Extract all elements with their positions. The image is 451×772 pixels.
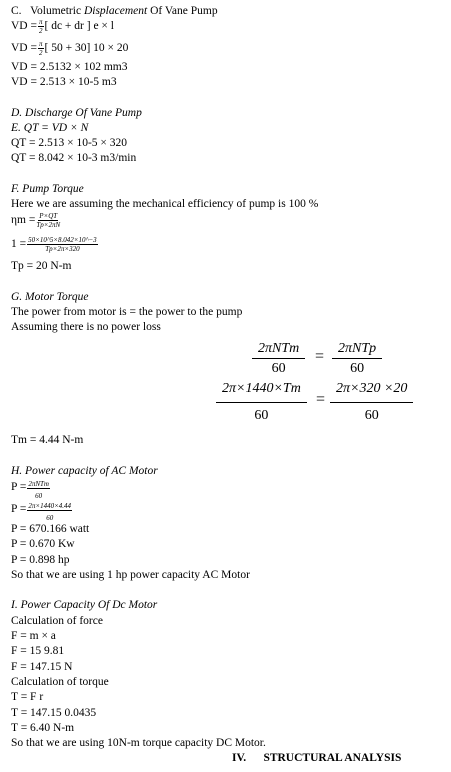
- fraction-denominator: 60: [35, 492, 43, 500]
- fraction-numerator: 2π×320 ×20: [330, 380, 413, 403]
- equation-line: Tp = 20 N-m: [11, 260, 72, 272]
- fraction-denominator: 60: [46, 514, 54, 522]
- equation-line: P = 670.166 watt: [11, 523, 90, 535]
- section-h-heading: H. Power capacity of AC Motor: [11, 465, 158, 477]
- paragraph-line: Calculation of force: [11, 615, 103, 627]
- equation-line: VD = 2.5132 × 102 mm3: [11, 61, 128, 73]
- section-letter: C.: [11, 5, 22, 17]
- eq-lhs: P =: [11, 503, 27, 515]
- motor-power-fraction: [252, 340, 305, 379]
- eq-rhs: [ dc + dr ] e × l: [44, 20, 114, 33]
- fraction: [27, 236, 98, 253]
- section-g-heading: G. Motor Torque: [11, 291, 89, 303]
- equation-line: QT = 8.042 × 10-3 m3/min: [11, 152, 137, 164]
- fraction-numerator: 2πNTp: [332, 340, 382, 359]
- fraction: [36, 212, 60, 229]
- paragraph-line: Calculation of torque: [11, 676, 109, 688]
- fraction-denominator: 60: [350, 361, 365, 376]
- equation-line: T = F r: [11, 691, 44, 703]
- eq-lhs: VD =: [11, 42, 37, 55]
- equation-line: T = 6.40 N-m: [11, 722, 75, 734]
- equation-line: T = 147.15 0.0435: [11, 707, 97, 719]
- paragraph-line: Assuming there is no power loss: [11, 321, 161, 333]
- equals-sign: =: [315, 348, 325, 365]
- section-number: IV.: [232, 752, 247, 764]
- fraction-numerator: 2π×1440×Tm: [216, 380, 307, 403]
- fraction-denominator: 2: [38, 27, 43, 35]
- fraction-numerator: 2πNTm: [28, 480, 49, 488]
- section-f-heading: F. Pump Torque: [11, 183, 84, 195]
- equation-line: P = 0.670 Kw: [11, 538, 75, 550]
- heading-part: Volumetric: [30, 5, 82, 17]
- section-c-heading: [11, 4, 218, 18]
- section-i-heading: I. Power Capacity Of Dc Motor: [11, 599, 158, 611]
- paragraph-line: So that we are using 10N-m torque capacity DC Motor.: [11, 737, 266, 749]
- equation-line: VD = 2.513 × 10-5 m3: [11, 76, 117, 88]
- equation-line: F = 15 9.81: [11, 645, 65, 657]
- section-title: STRUCTURAL ANALYSIS: [263, 752, 402, 764]
- eq-rhs: [ 50 + 30] 10 × 20: [44, 42, 129, 55]
- fraction: [38, 40, 44, 57]
- paragraph-line: The power from motor is = the power to the pump: [11, 306, 243, 318]
- heading-part: Of Vane Pump: [150, 5, 218, 17]
- fraction-denominator: Tp×2π×320: [45, 245, 80, 253]
- equation-line: P = 0.898 hp: [11, 554, 70, 566]
- equation-line: F = 147.15 N: [11, 661, 73, 673]
- paragraph-line: So that we are using 1 hp power capacity AC Motor: [11, 569, 250, 581]
- eq-lhs: P =: [11, 481, 27, 493]
- section-iv-heading: [232, 751, 401, 765]
- equation-line: [11, 502, 73, 522]
- fraction-numerator: P×QT: [39, 212, 58, 220]
- fraction-denominator: Tp×2πN: [36, 221, 61, 229]
- pump-power-fraction: [332, 340, 382, 379]
- fraction: [38, 18, 44, 35]
- equation-line: [11, 18, 114, 35]
- equation-line: [11, 236, 99, 253]
- eq-lhs: VD =: [11, 20, 37, 33]
- equation-line: Tm = 4.44 N-m: [11, 434, 84, 446]
- fraction-numerator: 2πNTm: [252, 340, 305, 359]
- pump-power-fraction-values: [330, 380, 413, 429]
- fraction-numerator: 50×10^5×8.042×10^−3: [28, 236, 97, 244]
- fraction-numerator: 2π×1440×4.44: [28, 502, 72, 510]
- section-e-heading: E. QT = VD × N: [11, 122, 89, 134]
- paragraph-line: Here we are assuming the mechanical efficiency of pump is 100 %: [11, 198, 319, 210]
- equation-line: F = m × a: [11, 630, 56, 642]
- fraction-denominator: 60: [271, 361, 286, 376]
- fraction-denominator: 60: [254, 408, 269, 423]
- equation-line: QT = 2.513 × 10-5 × 320: [11, 137, 128, 149]
- equation-line: [11, 40, 128, 57]
- eq-lhs: ηm =: [11, 214, 36, 227]
- section-d-heading: D. Discharge Of Vane Pump: [11, 107, 142, 119]
- fraction-numerator: π: [38, 18, 43, 26]
- eq-lhs: 1 =: [11, 238, 27, 251]
- fraction: [27, 502, 72, 522]
- fraction-numerator: π: [38, 40, 43, 48]
- equation-line: [11, 480, 51, 500]
- fraction: [27, 480, 50, 500]
- equation-line: [11, 212, 61, 229]
- fraction-denominator: 60: [364, 408, 379, 423]
- heading-part-italic: Displacement: [83, 5, 148, 17]
- fraction-denominator: 2: [38, 49, 43, 57]
- equals-sign: =: [316, 391, 326, 408]
- motor-power-fraction-values: [216, 380, 307, 429]
